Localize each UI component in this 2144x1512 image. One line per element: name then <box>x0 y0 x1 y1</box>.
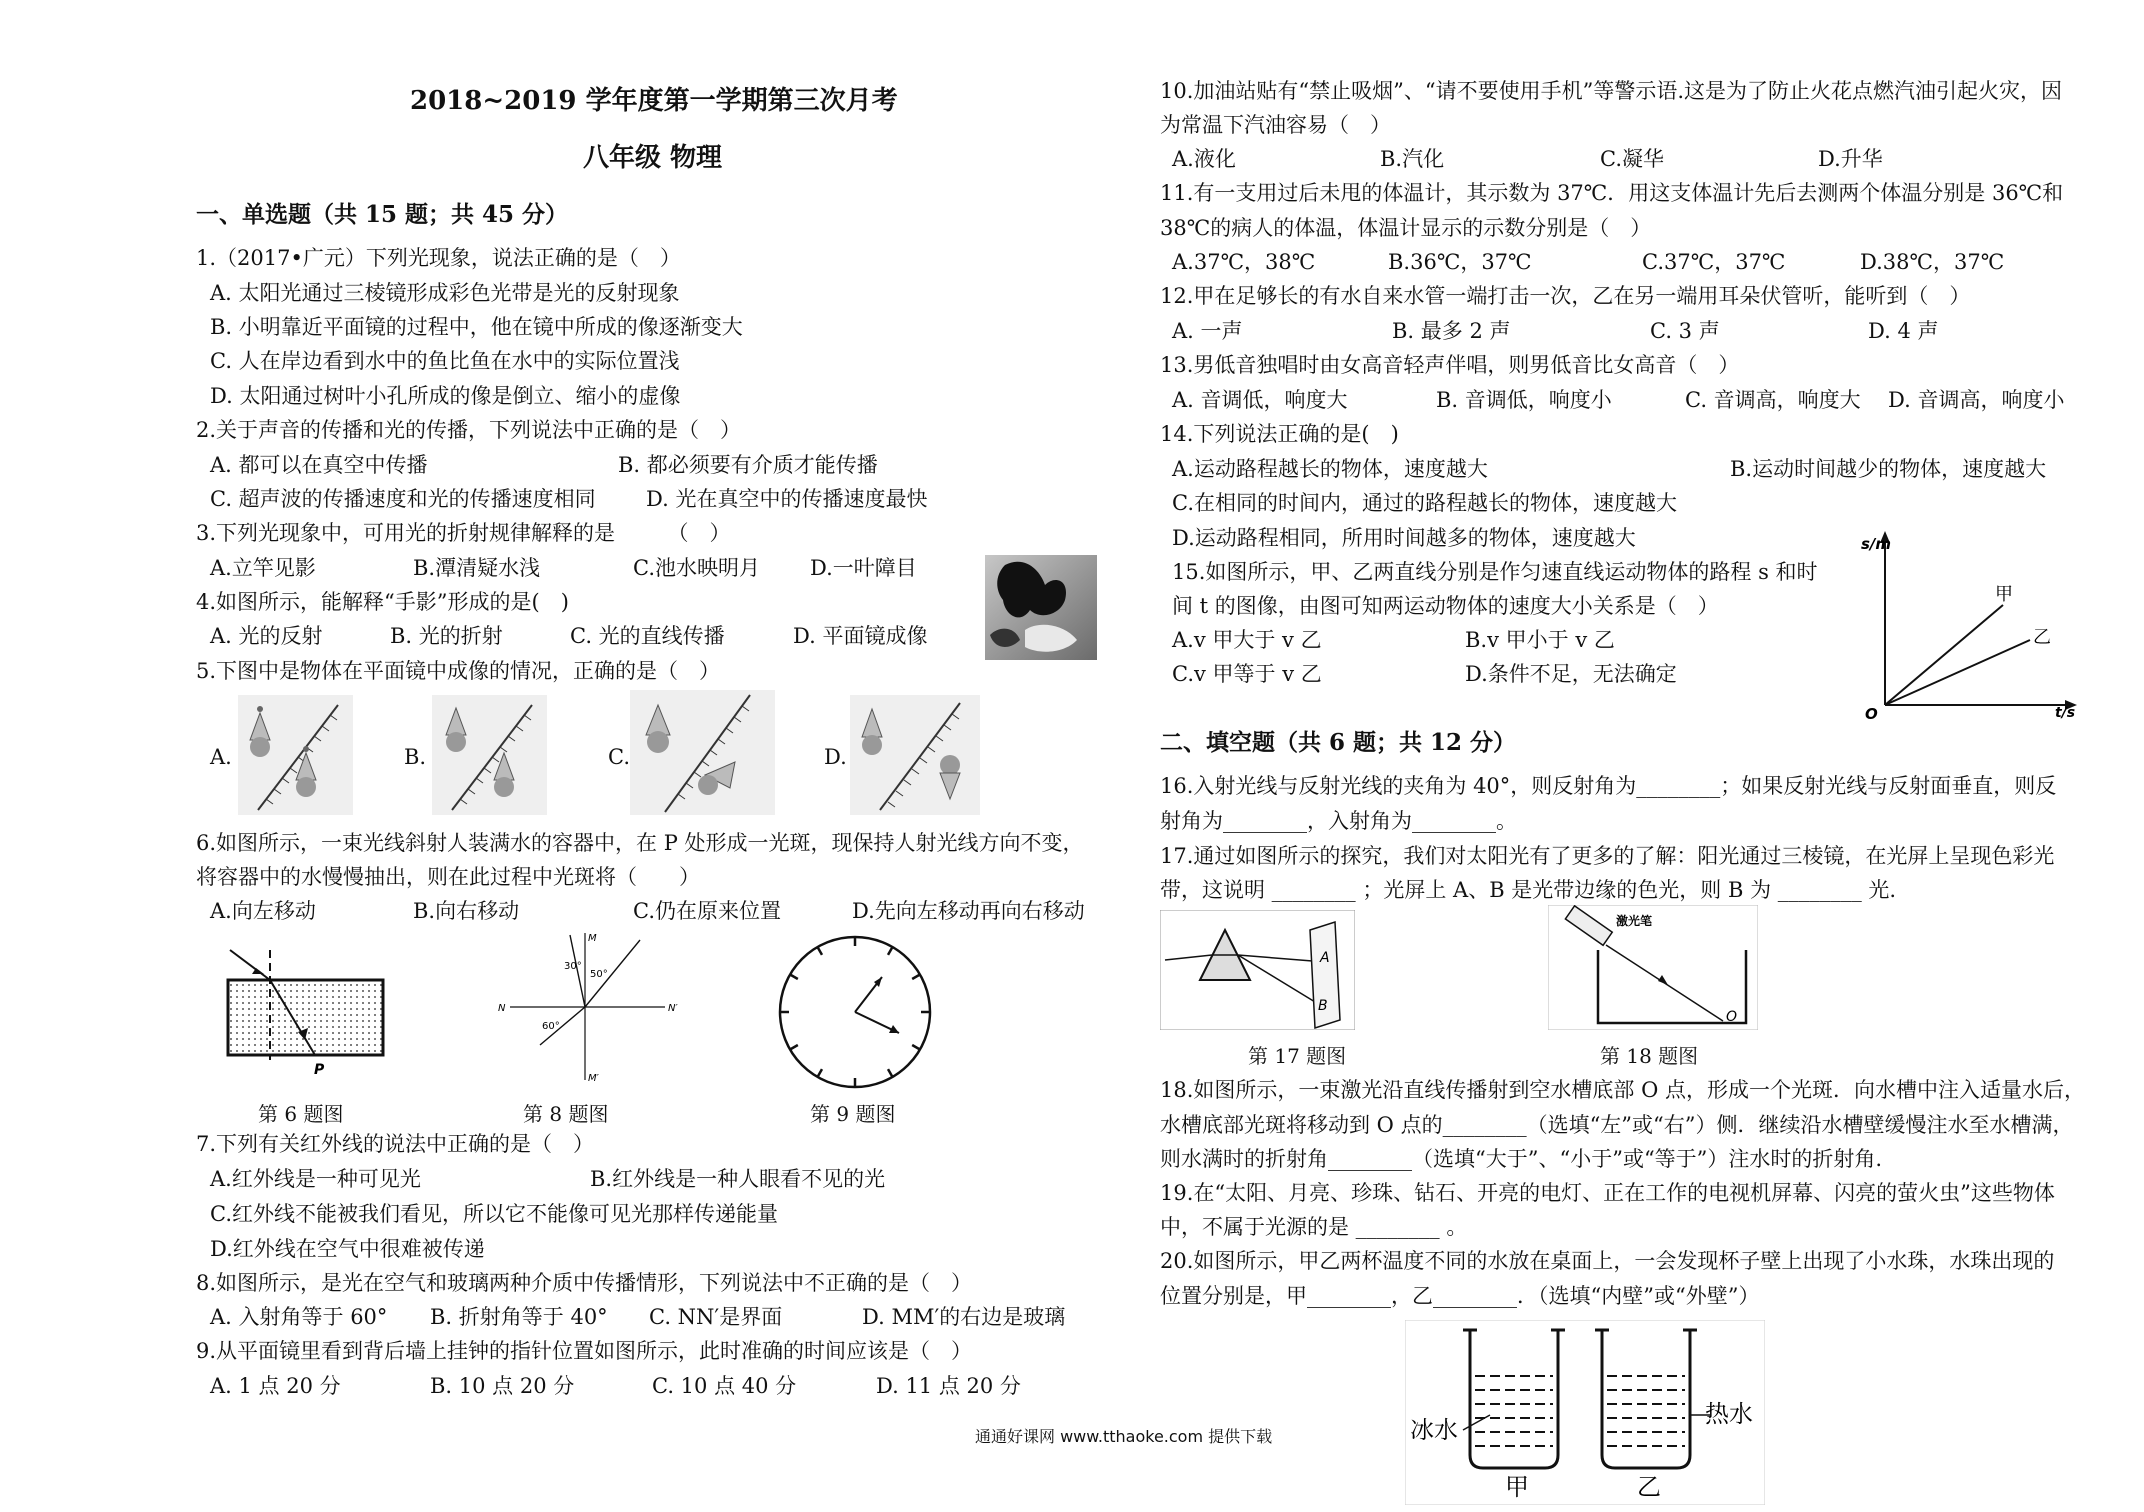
footer-source: 通通好课网 www.tthaoke.com 提供下载 <box>975 1427 1273 1446</box>
q1-option-b: B. 小明靠近平面镜的过程中，他在镜中所成的像逐渐变大 <box>210 315 743 339</box>
q11-option-d: D.38℃，37℃ <box>1860 250 2005 274</box>
q8-stem: 8.如图所示，是光在空气和玻璃两种介质中传播情形，下列说法中不正确的是（ ） <box>196 1271 973 1295</box>
fig15-jia: 甲 <box>1995 584 2013 605</box>
q17-line-1: 17.通过如图所示的探究，我们对太阳光有了更多的了解：阳光通过三棱镜，在光屏上呈现色彩光 <box>1160 844 2055 868</box>
q14-stem: 14.下列说法正确的是( ) <box>1160 422 1399 446</box>
q16-line-2: 射角为________，入射角为________。 <box>1160 809 1517 833</box>
figure-20-beakers <box>1405 1320 1765 1505</box>
q14-option-a: A.运动路程越长的物体，速度越大 <box>1172 457 1488 481</box>
q18-line-3: 则水满时的折射角________（选填“大于”、“小于”或“等于”）注水时的折射角. <box>1160 1147 1883 1171</box>
q4-option-a: A. 光的反射 <box>210 624 323 648</box>
fig8-angle-50: 50° <box>590 969 608 980</box>
q6-option-b: B.向右移动 <box>413 899 520 923</box>
q20-line-2: 位置分别是，甲________，乙________．（选填“内壁”或“外壁”） <box>1160 1284 1760 1308</box>
clock-tick <box>912 975 919 979</box>
q5-figure-a <box>238 695 353 815</box>
q9-option-c: C. 10 点 40 分 <box>652 1374 797 1398</box>
q3-option-d: D.一叶障目 <box>810 556 917 580</box>
fig8-m: M <box>588 933 597 944</box>
q4-option-b: B. 光的折射 <box>390 624 503 648</box>
q2-option-d: D. 光在真空中的传播速度最快 <box>646 487 928 511</box>
q15-line-1: 15.如图所示，甲、乙两直线分别是作匀速直线运动物体的路程 s 和时 <box>1172 560 1818 584</box>
clock-tick <box>912 1045 919 1049</box>
q10-option-b: B.汽化 <box>1380 147 1445 171</box>
exam-title: 2018~2019 学年度第一学期第三次月考 <box>410 86 898 116</box>
q8-option-c: C. NN′是界面 <box>649 1305 783 1329</box>
exam-subtitle: 八年级 物理 <box>583 143 723 173</box>
q13-option-c: C. 音调高，响度大 <box>1685 388 1861 412</box>
clock-tick <box>818 948 822 955</box>
clock-tick <box>888 1069 892 1076</box>
hand-shadow-image <box>985 555 1097 660</box>
figure-17-caption: 第 17 题图 <box>1248 1044 1347 1068</box>
section-1-title: 一、单选题（共 15 题；共 45 分） <box>196 201 569 228</box>
figure-6-container <box>210 940 400 1075</box>
q2-option-b: B. 都必须要有介质才能传播 <box>618 453 878 477</box>
q2-option-c: C. 超声波的传播速度和光的传播速度相同 <box>210 487 596 511</box>
q4-option-d: D. 平面镜成像 <box>793 624 928 648</box>
q7-option-a: A.红外线是一种可见光 <box>210 1167 421 1191</box>
fig18-label: 激光笔 <box>1616 914 1653 928</box>
q12-option-d: D. 4 声 <box>1868 319 1939 343</box>
q17-line-2: 带，这说明 ________ ；光屏上 A、B 是光带边缘的色光，则 B 为 ________ 光. <box>1160 878 1897 902</box>
q11-option-c: C.37℃，37℃ <box>1642 250 1786 274</box>
q13-option-a: A. 音调低，响度大 <box>1172 388 1348 412</box>
q5-stem: 5.下图中是物体在平面镜中成像的情况，正确的是（ ） <box>196 659 721 683</box>
fig17-a: A <box>1320 950 1330 966</box>
fig18-o: O <box>1726 1009 1738 1025</box>
clock-tick <box>791 975 798 979</box>
q13-stem: 13.男低音独唱时由女高音轻声伴唱，则男低音比女高音（ ） <box>1160 353 1740 377</box>
q10-line-2: 为常温下汽油容易（ ） <box>1160 113 1391 137</box>
q5-option-b: B. <box>404 745 427 769</box>
q12-option-a: A. 一声 <box>1172 319 1243 343</box>
q5-figure-d <box>850 695 980 815</box>
q12-option-b: B. 最多 2 声 <box>1392 319 1511 343</box>
fig8-angle-60: 60° <box>542 1021 560 1032</box>
q18-line-2: 水槽底部光斑将移动到 O 点的________（选填“左”或“右”）侧．继续沿水槽壁缓慢注水至水槽满， <box>1160 1113 2074 1137</box>
q9-stem: 9.从平面镜里看到背后墙上挂钟的指针位置如图所示，此时准确的时间应该是（ ） <box>196 1339 973 1363</box>
fig8-n2: N′ <box>668 1003 678 1014</box>
q4-stem: 4.如图所示，能解释“手影”形成的是( ) <box>196 590 569 614</box>
fig15-xlabel: t/s <box>2055 705 2076 720</box>
figure-9-caption: 第 9 题图 <box>810 1102 896 1126</box>
q6-line-1: 6.如图所示，一束光线斜射人装满水的容器中，在 P 处形成一光斑，现保持人射光线方向不变， <box>196 831 1084 855</box>
q14-option-d: D.运动路程相同，所用时间越多的物体，速度越大 <box>1172 526 1636 550</box>
q18-line-1: 18.如图所示，一束激光沿直线传播射到空水槽底部 O 点，形成一个光斑．向水槽中注入适量水后， <box>1160 1078 2085 1102</box>
q1-option-a: A. 太阳光通过三棱镜形成彩色光带是光的反射现象 <box>210 281 680 305</box>
q15-option-b: B.v 甲小于 v 乙 <box>1465 628 1615 652</box>
q13-option-d: D. 音调高，响度小 <box>1888 388 2065 412</box>
q5-option-a: A. <box>210 745 232 769</box>
q8-option-d: D. MM′的右边是玻璃 <box>862 1305 1066 1329</box>
q6-option-a: A.向左移动 <box>210 899 316 923</box>
q3-option-c: C.池水映明月 <box>633 556 760 580</box>
q7-option-d: D.红外线在空气中很难被传递 <box>210 1237 485 1261</box>
q15-option-a: A.v 甲大于 v 乙 <box>1172 628 1322 652</box>
q7-stem: 7.下列有关红外线的说法中正确的是（ ） <box>196 1132 595 1156</box>
q5-figure-c <box>630 690 775 815</box>
q19-line-2: 中，不属于光源的是 ________ 。 <box>1160 1215 1468 1239</box>
q9-option-a: A. 1 点 20 分 <box>210 1374 341 1398</box>
figure-15-st-graph <box>1855 525 2085 720</box>
q11-option-a: A.37℃，38℃ <box>1172 250 1316 274</box>
fig15-ylabel: s/m <box>1861 535 1892 553</box>
fig8-m2: M′ <box>588 1073 599 1084</box>
fig15-yi: 乙 <box>2033 627 2051 648</box>
fig6-p-label: P <box>314 1062 325 1075</box>
q6-option-c: C.仍在原来位置 <box>633 899 781 923</box>
q19-line-1: 19.在“太阳、月亮、珍珠、钻石、开亮的电灯、正在工作的电视机屏幕、闪亮的萤火虫”这些物体 <box>1160 1181 2055 1205</box>
q12-stem: 12.甲在足够长的有水自来水管一端打击一次，乙在另一端用耳朵伏管听，能听到（ ） <box>1160 284 1971 308</box>
figure-9-clock <box>775 935 935 1090</box>
fig20-ice: 冰水 <box>1410 1416 1458 1444</box>
q7-option-c: C.红外线不能被我们看见，所以它不能像可见光那样传递能量 <box>210 1202 778 1226</box>
q6-line-2: 将容器中的水慢慢抽出，则在此过程中光斑将（ ） <box>196 865 700 889</box>
q15-option-d: D.条件不足，无法确定 <box>1465 662 1677 686</box>
clock-tick <box>791 1045 798 1049</box>
fig8-angle-30: 30° <box>564 961 582 972</box>
q10-option-d: D.升华 <box>1818 147 1883 171</box>
q14-option-b: B.运动时间越少的物体，速度越大 <box>1730 457 2047 481</box>
q14-option-c: C.在相同的时间内，通过的路程越长的物体，速度越大 <box>1172 491 1677 515</box>
clock-tick <box>818 1069 822 1076</box>
q3-option-b: B.潭清疑水浅 <box>413 556 541 580</box>
q15-line-2: 间 t 的图像，由图可知两运动物体的速度大小关系是（ ） <box>1172 594 1719 618</box>
q10-line-1: 10.加油站贴有“禁止吸烟”、“请不要使用手机”等警示语.这是为了防止火花点燃汽油引起火灾，因 <box>1160 79 2063 103</box>
figure-18-caption: 第 18 题图 <box>1600 1044 1699 1068</box>
fig20-hot: 热水 <box>1705 1400 1753 1428</box>
figure-8-refraction <box>490 925 690 1085</box>
fig8-n: N <box>498 1003 506 1014</box>
q12-option-c: C. 3 声 <box>1650 319 1720 343</box>
q5-figure-b <box>432 695 547 815</box>
fig20-yi: 乙 <box>1637 1473 1661 1501</box>
figure-6-caption: 第 6 题图 <box>258 1102 344 1126</box>
q5-option-c: C. <box>608 745 630 769</box>
q10-option-c: C.凝华 <box>1600 147 1664 171</box>
q11-option-b: B.36℃，37℃ <box>1388 250 1532 274</box>
q1-option-d: D. 太阳通过树叶小孔所成的像是倒立、缩小的虚像 <box>210 384 681 408</box>
q13-option-b: B. 音调低，响度小 <box>1436 388 1612 412</box>
q9-option-b: B. 10 点 20 分 <box>430 1374 575 1398</box>
fig17-b: B <box>1318 998 1328 1014</box>
q5-option-d: D. <box>824 745 847 769</box>
section-2-title: 二、填空题（共 6 题；共 12 分） <box>1160 729 1517 756</box>
q2-stem: 2.关于声音的传播和光的传播，下列说法中正确的是（ ） <box>196 418 742 442</box>
q7-option-b: B.红外线是一种人眼看不见的光 <box>590 1167 886 1191</box>
q1-stem: 1.（2017•广元）下列光现象，说法正确的是（ ） <box>196 246 681 270</box>
q20-line-1: 20.如图所示，甲乙两杯温度不同的水放在桌面上，一会发现杯子壁上出现了小水珠，水珠出现的 <box>1160 1249 2055 1273</box>
q4-option-c: C. 光的直线传播 <box>570 624 725 648</box>
q1-option-c: C. 人在岸边看到水中的鱼比鱼在水中的实际位置浅 <box>210 349 680 373</box>
figure-17-prism <box>1160 910 1355 1030</box>
clock-tick <box>888 948 892 955</box>
q8-option-a: A. 入射角等于 60° <box>210 1305 388 1329</box>
q9-option-d: D. 11 点 20 分 <box>876 1374 1021 1398</box>
q15-option-c: C.v 甲等于 v 乙 <box>1172 662 1322 686</box>
fig20-jia: 甲 <box>1505 1473 1529 1501</box>
q2-option-a: A. 都可以在真空中传播 <box>210 453 428 477</box>
figure-8-caption: 第 8 题图 <box>523 1102 609 1126</box>
q11-line-1: 11.有一支用过后未甩的体温计，其示数为 37℃．用这支体温计先后去测两个体温分别是 36℃和 <box>1160 181 2064 205</box>
q16-line-1: 16.入射光线与反射光线的夹角为 40°，则反射角为________；如果反射光线与反射面垂直，则反 <box>1160 774 2057 798</box>
q3-option-a: A.立竿见影 <box>210 556 316 580</box>
q10-option-a: A.液化 <box>1172 147 1236 171</box>
q8-option-b: B. 折射角等于 40° <box>430 1305 608 1329</box>
q11-line-2: 38℃的病人的体温，体温计显示的示数分别是（ ） <box>1160 216 1652 240</box>
q3-stem: 3.下列光现象中，可用光的折射规律解释的是 （ ） <box>196 521 731 545</box>
q6-option-d: D.先向左移动再向右移动 <box>852 899 1085 923</box>
fig15-origin: O <box>1865 705 1878 720</box>
figure-18-laser-tank <box>1548 905 1758 1030</box>
